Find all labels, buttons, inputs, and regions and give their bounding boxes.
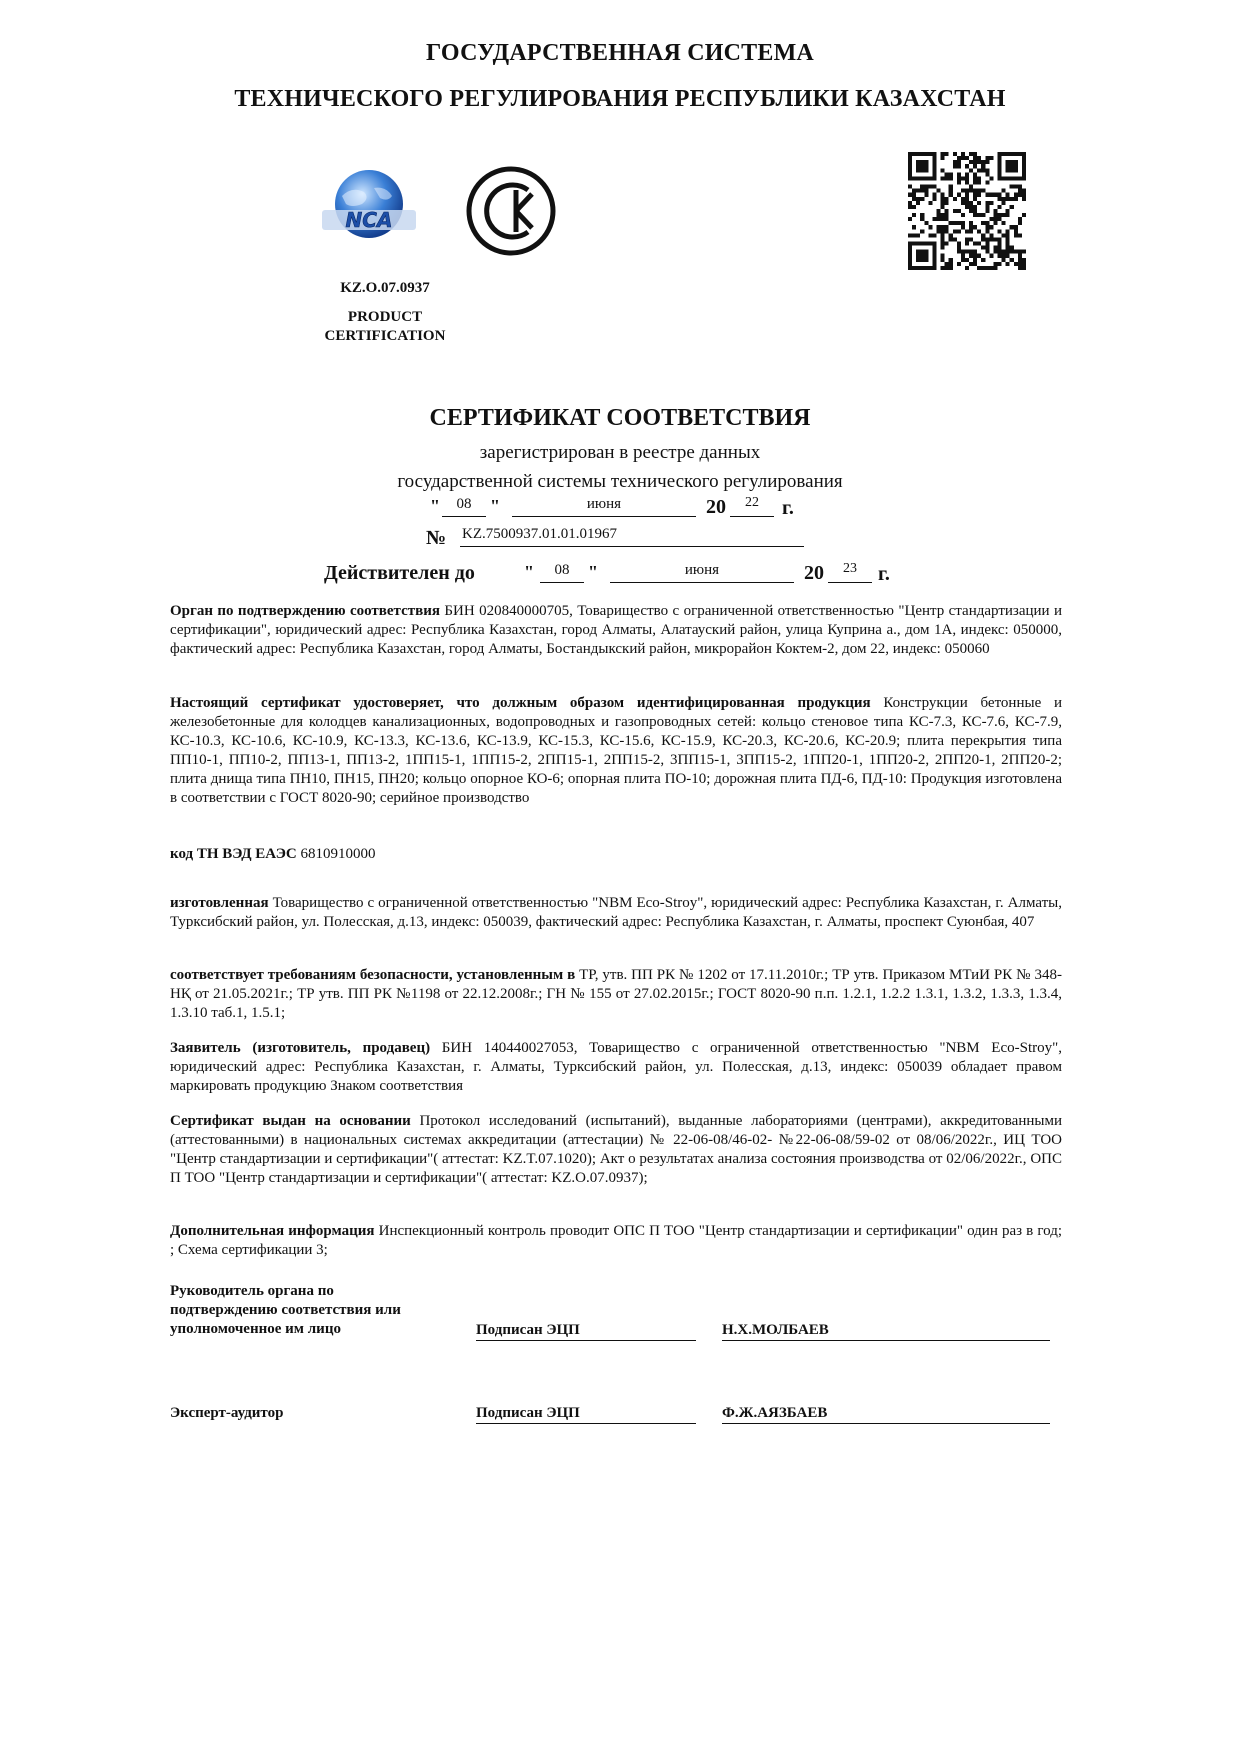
basis-text: Протокол исследований (испытаний), выданные лабораториями (центрами), аккредитованными (аттестованными) в национальных системах аккредитации (аттестации) № 22-06-08/46-02- №22-06-08/59-02 от 08/06/2022г., ИЦ ТОО "Центр стандартизации и сертификации"( аттестат: KZ.T.07.1020); Акт о результатах анализа состояния производства от 02/06/2022г., ОПС П ТОО "Центр стандартизации и сертификации"( аттестат: KZ.O.07.0937); (170, 1113, 1062, 1186)
head-signatory-label: Руководитель органа по подтверждению соответствия или уполномоченное им лицо (170, 1283, 401, 1337)
quote-close: " (490, 496, 500, 516)
reg-day: 08 (442, 494, 486, 517)
reg-month: июня (512, 494, 696, 517)
requirements-label: соответствует требованиям безопасности, установленным в (170, 967, 576, 983)
valid-day: 08 (540, 560, 584, 583)
valid-year-suffix: 23 (828, 560, 872, 583)
reg-year-unit: г. (782, 497, 794, 519)
organ-paragraph (170, 602, 1062, 659)
valid-quote-close: " (588, 562, 598, 582)
valid-year-unit: г. (878, 563, 890, 585)
basis-label: Сертификат выдан на основании (170, 1113, 411, 1129)
header-line-1: ГОСУДАРСТВЕННАЯ СИСТЕМА (426, 40, 814, 66)
certificate-number: KZ.7500937.01.01.01967 (460, 524, 804, 547)
applicant-text: БИН 140440027053, Товарищество с ограниченной ответственностью "NBM Eco-Stroy", юридический адрес: Республика Казахстан, г. Алматы, Турксибский район, ул. Полесская, д.13, индекс: 050039 обладает правом маркировать продукцию Знаком соответствия (170, 1040, 1062, 1094)
additional-label: Дополнительная информация (170, 1223, 375, 1239)
tnved-paragraph (170, 845, 1062, 864)
valid-month: июня (610, 560, 794, 583)
organ-text: БИН 020840000705, Товарищество с ограниченной ответственностью "Центр стандартизации и сертификации", юридический адрес: Республика Казахстан, город Алматы, Алатауский район, улица Куприна а., дом 1А, индекс: 050000, фактический адрес: Республика Казахстан, город Алматы, Бостандыкский район, микрорайон Коктем-2, дом 22, индекс: 050060 (170, 603, 1063, 657)
manufacturer-paragraph (170, 894, 1062, 932)
product-label: Настоящий сертификат удостоверяет, что должным образом идентифицированная продукция (170, 695, 871, 711)
number-label: № (426, 527, 447, 549)
expert-signature: Подписан ЭЦП (476, 1403, 696, 1424)
expert-name: Ф.Ж.АЯЗБАЕВ (722, 1403, 1050, 1424)
product-certification-label: PRODUCT CERTIFICATION (324, 309, 446, 344)
head-name: Н.Х.МОЛБАЕВ (722, 1320, 1050, 1341)
additional-paragraph (170, 1222, 1062, 1260)
certificate-subtitle-1: зарегистрирован в реестре данных (479, 442, 761, 463)
head-signature: Подписан ЭЦП (476, 1320, 696, 1341)
valid-year-prefix: 20 (804, 562, 824, 584)
header-line-2: ТЕХНИЧЕСКОГО РЕГУЛИРОВАНИЯ РЕСПУБЛИКИ КАЗАХСТАН (234, 86, 1006, 112)
applicant-label: Заявитель (изготовитель, продавец) (170, 1040, 431, 1056)
qr-code (908, 152, 1026, 270)
valid-until-label: Действителен до (324, 562, 475, 584)
valid-quote-open: " (524, 562, 534, 582)
quote-open: " (430, 496, 440, 516)
product-paragraph (170, 694, 1062, 808)
manufacturer-label: изготовленная (170, 895, 269, 911)
nca-logo-text: NCA (345, 208, 393, 232)
nca-logo (318, 168, 420, 248)
reg-year-prefix: 20 (706, 496, 726, 518)
tnved-value: 6810910000 (296, 846, 376, 862)
applicant-paragraph (170, 1039, 1062, 1096)
basis-paragraph (170, 1112, 1062, 1188)
manufacturer-text: Товарищество с ограниченной ответственностью "NBM Eco-Stroy", юридический адрес: Республика Казахстан, г. Алматы, Турксибский район, ул. Полесская, д.13, индекс: 050039, фактический адрес: Республика Казахстан, г. Алматы, проспект Суюнбая, 407 (170, 895, 1062, 930)
certificate-subtitle-2: государственной системы технического регулирования (397, 471, 843, 492)
reg-year-suffix: 22 (730, 494, 774, 517)
requirements-paragraph (170, 966, 1062, 1023)
additional-text: Инспекционный контроль проводит ОПС П ТОО "Центр стандартизации и сертификации" один раз в год; ; Схема сертификации 3; (170, 1223, 1062, 1258)
expert-auditor-label: Эксперт-аудитор (170, 1405, 284, 1421)
product-text: Конструкции бетонные и железобетонные для колодцев канализационных, водопроводных и газопроводных сетей: кольцо стеновое типа КС-7.3, КС-7.6, КС-7.9, КС-10.3, КС-10.6, КС-10.9, КС-13.3, КС-13.6, КС-13.9, КС-15.3, КС-15.6, КС-15.9, КС-20.3, КС-20.6, КС-20.9; плита перекрытия типа ПП10-1, ПП10-2, ПП13-1, ПП13-2, 1ПП15-1, 1ПП15-2, 2ПП15-1, 2ПП15-2, 3ПП15-1, 3ПП15-2, 1ПП20-1, 1ПП20-2, 2ПП20-1, 2ПП20-2; плита днища типа ПН10, ПН15, ПН20; кольцо опорное КО-6; опорная плита ПО-10; дорожная плита ПД-6, ПД-10: Продукция изготовлена в соответствии с ГОСТ 8020-90; серийное производство (170, 695, 1063, 806)
organ-label: Орган по подтверждению соответствия (170, 603, 440, 619)
tnved-label: код ТН ВЭД ЕАЭС (170, 846, 297, 862)
requirements-text: ТР, утв. ПП РК № 1202 от 17.11.2010г.; ТР утв. Приказом МТиИ РК № 348-НҚ от 21.05.2021г.; ТР утв. ПП РК №1198 от 22.12.2008г.; ГН № 155 от 27.02.2015г.; ГОСТ 8020-90 п.п. 1.2.1, 1.2.2 1.3.1, 1.3.2, 1.3.3, 1.3.4, 1.3.10 таб.1, 1.5.1; (170, 967, 1062, 1021)
kz-conformity-mark-icon (466, 166, 556, 256)
accreditation-code: KZ.O.07.0937 (340, 280, 430, 296)
certificate-title: СЕРТИФИКАТ СООТВЕТСТВИЯ (429, 405, 811, 431)
